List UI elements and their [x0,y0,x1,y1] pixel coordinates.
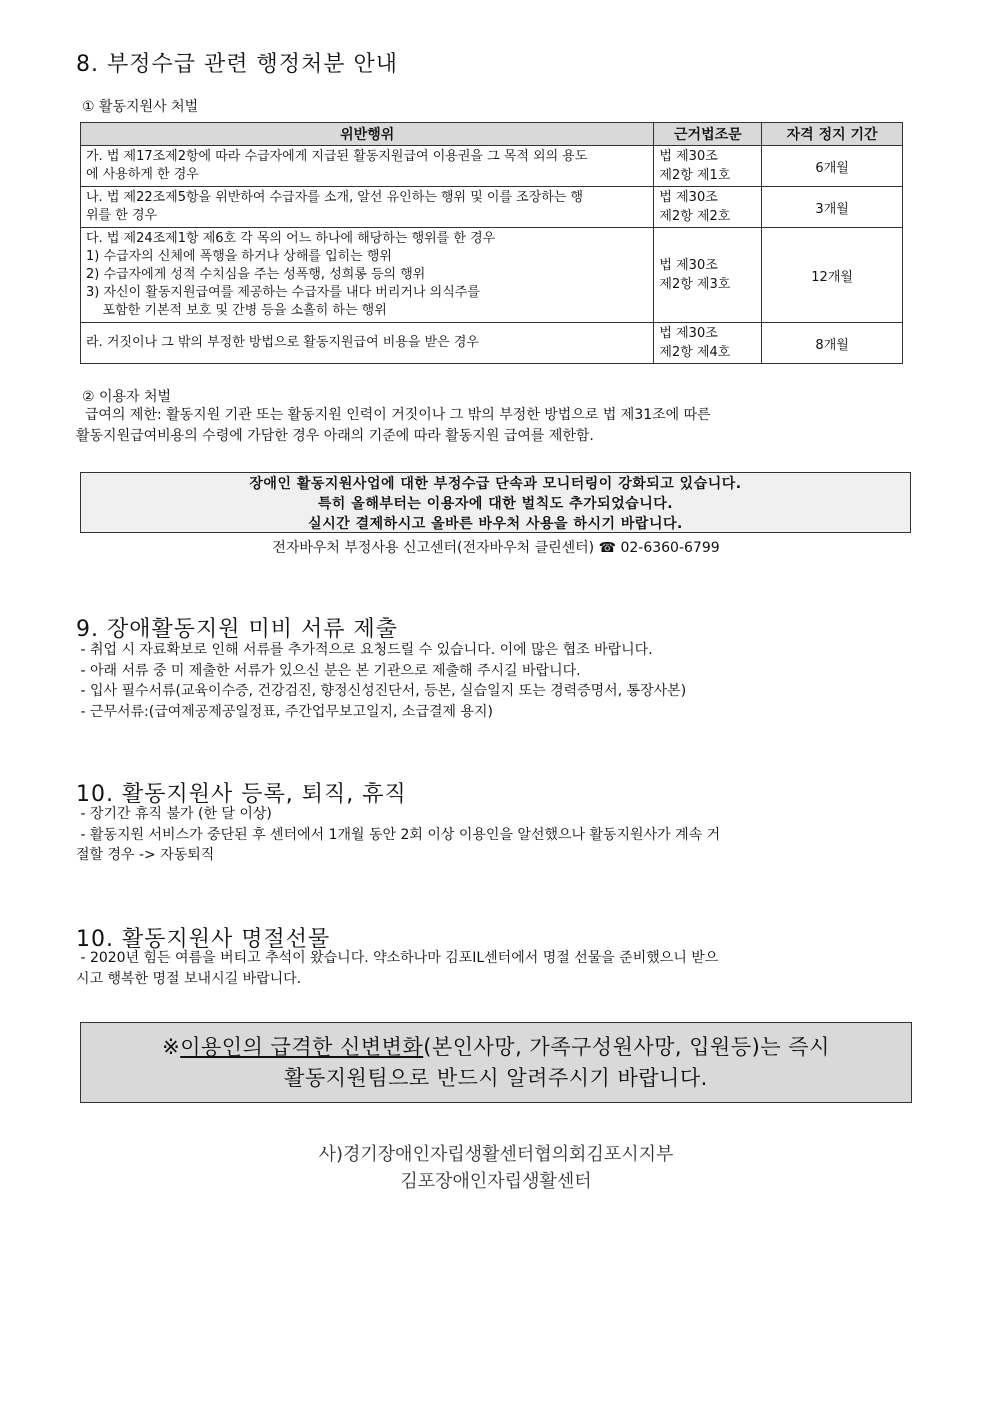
notice-line: 특히 올해부터는 이용자에 대한 벌칙도 추가되었습니다. [317,496,674,512]
section8-sub1: ① 활동지원사 처벌 [82,99,199,115]
violation-line: 다. 법 제24조제1항 제6호 각 목의 어느 하나에 해당하는 행위를 한 경우 [86,231,496,246]
table-row [81,187,903,228]
list-item: - 활동지원 서비스가 중단된 후 센터에서 1개월 동안 2회 이상 이용인을 알선했으나 활동지원사가 계속 거 [76,826,721,843]
violation-line: 나. 법 제22조제5항을 위반하여 수급자를 소개, 알선 유인하는 행위 및 이를 조장하는 행 [86,190,584,205]
header-violation: 위반행위 [81,123,654,146]
law-line: 법 제30조 [659,258,718,273]
period-cell: 3개월 [762,187,903,228]
violation-line: 3) 자신이 활동지원급여를 제공하는 수급자를 내다 버리거나 의식주를 [86,285,480,300]
period-cell: 8개월 [762,323,903,364]
law-line: 제2항 제2호 [659,209,731,224]
table-header-row [81,123,903,146]
violation-line: 2) 수급자에게 성적 수치심을 주는 성폭행, 성희롱 등의 행위 [86,267,426,282]
violation-line: 가. 법 제17조제2항에 따라 수급자에게 지급된 활동지원급여 이용권을 그 목적 외의 용도 [86,149,588,164]
section8-sub2: ② 이용자 처벌 [82,389,172,405]
violation-cell [81,323,654,364]
list-item: - 근무서류:(급여제공제공일정표, 주간업무보고일지, 소급결제 용지) [76,703,493,720]
violation-line: 에 사용하게 한 경우 [86,167,199,182]
section8-paragraph [76,405,916,447]
table-row [81,146,903,187]
law-cell [654,187,762,228]
header-law: 근거법조문 [654,123,762,146]
list-item: - 장기간 휴직 불가 (한 달 이상) [76,806,272,822]
violation-cell [81,146,654,187]
section10a-list [76,804,916,866]
table-row [81,228,903,323]
law-cell [654,146,762,187]
list-item: 절할 경우 -> 자동퇴직 [76,847,215,863]
violation-line: 위를 한 경우 [86,208,158,223]
period-cell: 6개월 [762,146,903,187]
section10b-list [76,948,916,989]
law-line: 제2항 제4호 [659,345,731,360]
alert-text: (본인사망, 가족구성원사망, 입원등)는 즉시 [423,1035,830,1059]
footer-org-line1: 사)경기장애인자립생활센터협의회김포시지부 [318,1144,674,1165]
alert-underlined-text: 이용인의 급격한 신변변화 [180,1035,424,1059]
notice-box [80,472,911,533]
reference-mark-icon: ※ [162,1035,181,1059]
list-item: - 2020년 힘든 여름을 버티고 추석이 왔습니다. 약소하나마 김포IL센터에서 명절 선물을 준비했으니 받으 [76,950,719,966]
law-line: 법 제30조 [659,326,718,341]
violation-table [80,122,903,364]
list-item: - 취업 시 자료확보로 인해 서류를 추가적으로 요청드릴 수 있습니다. 이에 많은 협조 바랍니다. [76,642,653,658]
header-period: 자격 정지 기간 [762,123,903,146]
footer-org-line2: 김포장애인자립생활센터 [400,1171,592,1192]
period-cell: 12개월 [762,228,903,323]
notice-line: 실시간 결제하시고 올바른 바우처 사용을 하시기 바랍니다. [308,516,683,532]
violation-cell [81,228,654,323]
law-line: 제2항 제3호 [659,277,731,292]
violation-line: 1) 수급자의 신체에 폭행을 하거나 상해를 입히는 행위 [86,249,392,264]
section9-list [76,640,686,722]
violation-line: 라. 거짓이나 그 밖의 부정한 방법으로 활동지원급여 비용을 받은 경우 [86,335,479,350]
alert-line-2: 활동지원팀으로 반드시 알려주시기 바랍니다. [284,1066,708,1090]
table-row [81,323,903,364]
law-cell [654,228,762,323]
section9-title: 9. 장애활동지원 미비 서류 제출 [76,617,398,642]
notice-line: 장애인 활동지원사업에 대한 부정수급 단속과 모니터링이 강화되고 있습니다. [249,476,742,492]
alert-line-1 [81,1032,911,1063]
law-cell [654,323,762,364]
violation-line: 포함한 기본적 보호 및 간병 등을 소홀히 하는 행위 [86,303,387,318]
section8-title: 8. 부정수급 관련 행정처분 안내 [76,52,398,77]
paragraph-line: 급여의 제한: 활동지원 기관 또는 활동지원 인력이 거짓이나 그 밖의 부정한 방법으로 법 제31조에 따른 [76,407,711,423]
law-line: 제2항 제1호 [659,168,731,183]
alert-box [80,1022,912,1103]
section10a-title: 10. 활동지원사 등록, 퇴직, 휴직 [76,782,407,807]
law-line: 법 제30조 [659,190,718,205]
section10b-title: 10. 활동지원사 명절선물 [76,927,331,952]
law-line: 법 제30조 [659,149,718,164]
list-item: - 아래 서류 중 미 제출한 서류가 있으신 분은 본 기관으로 제출해 주시길 바랍니다. [76,662,581,679]
list-item: - 입사 필수서류(교육이수증, 건강검진, 향정신성진단서, 등본, 실습일지 또는 경력증명서, 통장사본) [76,683,687,699]
list-item: 시고 행복한 명절 보내시길 바랍니다. [76,970,302,987]
report-center-line: 전자바우처 부정사용 신고센터(전자바우처 클린센터) ☎ 02-6360-6799 [272,540,720,556]
violation-cell [81,187,654,228]
paragraph-line: 활동지원급여비용의 수령에 가담한 경우 아래의 기준에 따라 활동지원 급여를 제한함. [76,428,594,444]
